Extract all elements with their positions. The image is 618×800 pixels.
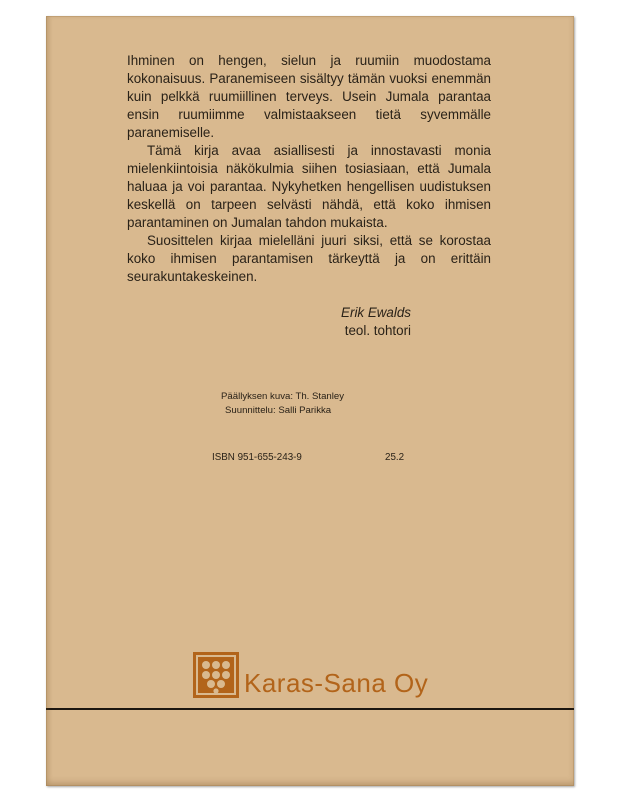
price-code: 25.2 [385,452,405,463]
book-back-cover [46,16,574,786]
blurb-paragraph-3: Suosittelen kirjaa mielelläni juuri siksi, että se korostaa koko ihmisen parantamisen tärkeyttä ja on erittäin seurakuntakeskeinen. [127,233,491,284]
signature-name: Erik Ewalds [341,305,411,320]
design-credit: Suunnittelu: Salli Parikka [225,405,332,416]
signature-block [271,304,411,340]
isbn-number: ISBN 951-655-243-9 [212,452,302,463]
publisher-name: Karas-Sana Oy [244,668,429,698]
signature-title: teol. tohtori [344,323,411,338]
blurb-paragraph-1: Ihminen on hengen, sielun ja ruumiin muodostama kokonaisuus. Paranemiseen sisältyy tämän vuoksi enemmän kuin pelkkä ruumiillinen terveys. Usein Jumala parantaa ensin ruumiimme valmistaakseen tietä syvemmälle paranemiselle. [127,53,491,140]
blurb-paragraph-2: Tämä kirja avaa asiallisesti ja innostavasti monia mielenkiintoisia näkökulmia siihen tosiasiaan, että Jumala haluaa ja voi parantaa. Nykyhetken hengellisen uudistuksen keskellä on tarpeen selvästi nähdä, että koko ihmisen parantaminen on Jumalan tahdon mukaista. [127,143,491,230]
bottom-divider [46,708,574,710]
credits-block [221,390,344,418]
grape-cluster-logo-icon [193,652,239,698]
cover-photo-credit: Päällyksen kuva: Th. Stanley [221,391,345,402]
blurb-text [127,52,491,286]
